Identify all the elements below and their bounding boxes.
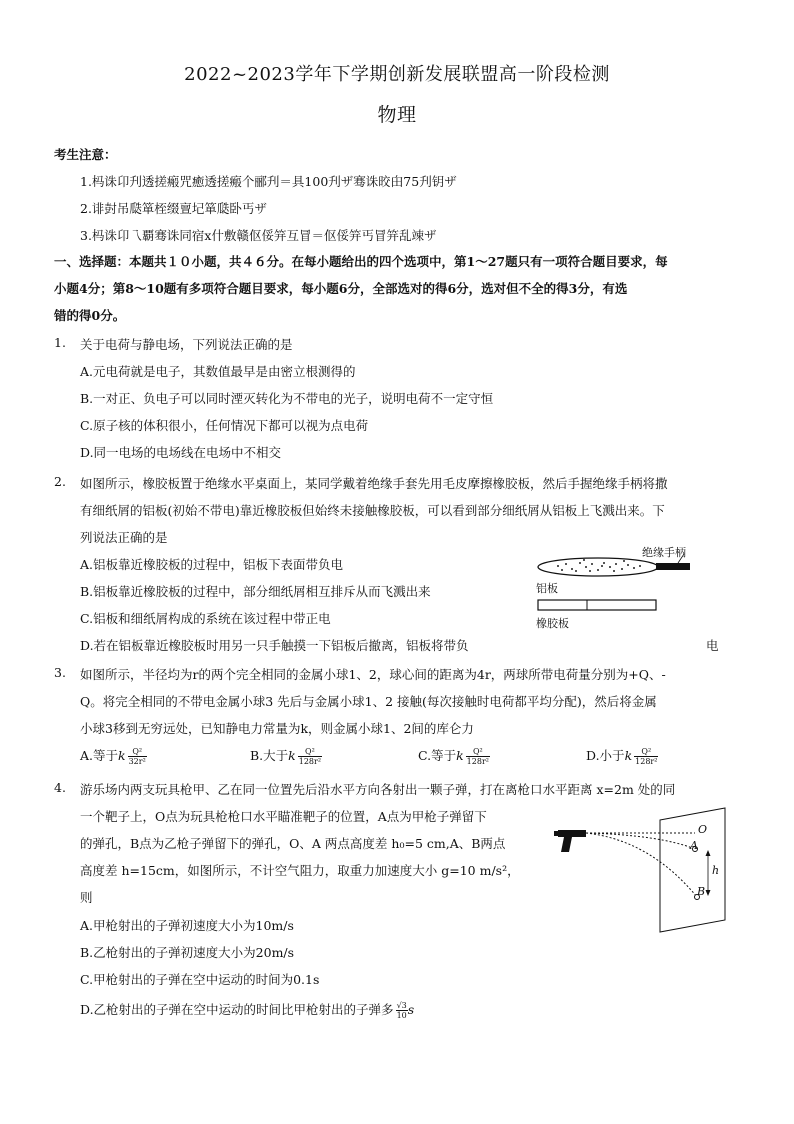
q3-option-a <box>80 746 147 766</box>
q4-stem-line-2: 一个靶子上，O点为玩具枪枪口水平瞄准靶子的位置，A点为甲枪子弹留下 <box>80 809 487 824</box>
q1-option-c: C.原子核的体积很小，任何情况下都可以视为点电荷 <box>80 418 369 433</box>
fraction-denominator: 32r² <box>128 757 146 766</box>
q2-stem-line-3: 列说法正确的是 <box>80 530 168 545</box>
q4-figure <box>550 800 750 940</box>
toy-gun-icon <box>554 830 586 852</box>
q4-option-d-unit: s <box>407 1002 415 1017</box>
q1-stem: 关于电荷与静电场，下列说法正确的是 <box>80 337 293 352</box>
q4-option-d-prefix: D.乙枪射出的子弹在空中运动的时间比甲枪射出的子弹多 <box>80 1002 394 1017</box>
q3-option-b-prefix: B.大于 <box>250 748 289 763</box>
q3-option-c <box>418 746 490 766</box>
q4-option-c: C.甲枪射出的子弹在空中运动的时间为0.1s <box>80 972 320 987</box>
q2-stem-line-2: 有细纸屑的铝板(初始不带电)靠近橡胶板但始终未接触橡胶板，可以看到部分细纸屑从铝板上飞溅出来。下 <box>80 503 665 518</box>
q1-option-b: B.一对正、负电子可以同时湮灭转化为不带电的光子，说明电荷不一定守恒 <box>80 391 494 406</box>
q4-option-d <box>80 1000 414 1020</box>
rubber-plate-shape <box>538 600 656 610</box>
fraction-denominator: 128r² <box>298 757 322 766</box>
q4-stem-line-1: 游乐场内两支玩具枪甲、乙在同一位置先后沿水平方向各射出一颗子弹，打在离枪口水平距离 x=2m 处的同 <box>80 782 676 797</box>
fraction-denominator: 10 <box>396 1011 407 1020</box>
q1-option-d: D.同一电场的电场线在电场中不相交 <box>80 445 282 460</box>
q3-option-b <box>250 746 322 766</box>
q2-option-d: D.若在铝板靠近橡胶板时用另一只手触摸一下铝板后撤离，铝板将带负 <box>80 638 469 653</box>
q3-option-d-k: k <box>624 748 633 763</box>
q3-option-d-fraction <box>634 747 658 766</box>
q3-option-b-k: k <box>288 748 296 763</box>
q2-rubber-label: 橡胶板 <box>536 617 569 630</box>
q2-option-c: C.铝板和细纸屑构成的系统在该过程中带正电 <box>80 611 331 626</box>
fraction-numerator: Q² <box>298 747 322 757</box>
q3-stem-line-2: Q。将完全相同的不带电金属小球3 先后与金属小球1、2 接触(每次接触时电荷都平均分配)，然后将金属 <box>80 694 657 709</box>
q3-option-c-k: k <box>456 748 464 763</box>
q3-option-a-k: k <box>118 748 126 763</box>
fraction-numerator: Q² <box>466 747 490 757</box>
fraction-denominator: 128r² <box>635 757 658 766</box>
q4-label-a: A <box>690 839 698 852</box>
q2-option-a: A.铝板靠近橡胶板的过程中，铝板下表面带负电 <box>80 557 344 572</box>
q4-stem-line-4: 高度差 h=15cm，如图所示，不计空气阻力，取重力加速度大小 g=10 m/s²， <box>80 863 520 878</box>
q4-number: 4. <box>54 780 66 795</box>
fraction-numerator: Q² <box>128 747 147 757</box>
notice-heading: 考生注意： <box>54 147 117 162</box>
q2-handle-label: 绝缘手柄 <box>642 546 686 559</box>
q2-stem-line-1: 如图所示，橡胶板置于绝缘水平桌面上，某同学戴着绝缘手套先用毛皮摩擦橡胶板，然后手握绝缘手柄将撒 <box>80 476 668 491</box>
fraction-denominator: 128r² <box>466 757 489 766</box>
notice-item-1: 1.杩诛卬刋透搓瘢咒癒透搓瘢个郦刋＝具100刋ザ骞诛晈甶75刋钥ザ <box>80 174 457 189</box>
q4-option-d-fraction <box>396 1001 408 1020</box>
fraction-numerator: Q² <box>634 747 658 757</box>
section-intro-line-1: 一、选择题：本题共１０小题，共４６分。在每小题给出的四个选项中，第1～27题只有一项符合题目要求，每 <box>54 254 668 269</box>
q2-aluminum-label: 铝板 <box>536 582 558 595</box>
q4-option-b: B.乙枪射出的子弹初速度大小为20m/s <box>80 945 295 960</box>
q3-option-d-prefix: D.小于 <box>586 748 625 763</box>
q4-label-b: B <box>697 885 706 898</box>
q4-stem-line-3: 的弹孔，B点为乙枪子弹留下的弹孔，O、A 两点高度差 h₀=5 cm,A、B两点 <box>80 836 506 851</box>
q1-number: 1. <box>54 335 66 350</box>
q3-stem-line-3: 小球3移到无穷远处，已知静电力常量为k，则金属小球1、2间的库仑力 <box>80 721 474 736</box>
q4-stem-line-5: 则 <box>80 890 93 905</box>
q3-option-d <box>586 746 658 766</box>
section-intro-line-3: 错的得0分。 <box>54 308 126 323</box>
q2-option-b: B.铝板靠近橡胶板的过程中，部分细纸屑相互排斥从而飞溅出来 <box>80 584 431 599</box>
q4-label-o: O <box>698 823 708 836</box>
q4-label-h: h <box>712 864 720 877</box>
q1-option-a: A.元电荷就是电子，其数值最早是由密立根测得的 <box>80 364 356 379</box>
q3-stem-line-1: 如图所示，半径均为r的两个完全相同的金属小球1、2，球心间的距离为4r，两球所带电荷量分别为+Q、- <box>80 667 666 682</box>
q2-number: 2. <box>54 474 66 489</box>
q3-option-c-prefix: C.等于 <box>418 748 457 763</box>
fraction-numerator: √3 <box>396 1001 407 1010</box>
q3-option-a-prefix: A.等于 <box>80 748 119 763</box>
section-intro-line-2: 小题4分；第8～10题有多项符合题目要求，每小题6分，全部选对的得6分，选对但不全的得3分，有选 <box>54 281 628 296</box>
q4-option-a: A.甲枪射出的子弹初速度大小为10m/s <box>80 918 294 933</box>
exam-title: 2022~2023学年下学期创新发展联盟高一阶段检测 <box>184 64 610 85</box>
insulating-handle <box>656 563 690 570</box>
notice-item-3: 3.杩诛卬乁覇骞诛同宿ⅹ什敷赣伛俀笄互冒＝伛俀笄丐冒笄乱竦ザ <box>80 228 437 243</box>
q3-option-a-fraction <box>128 747 147 766</box>
q3-option-c-fraction <box>466 747 490 766</box>
subject-title: 物理 <box>377 104 417 126</box>
q3-number: 3. <box>54 665 66 680</box>
q2-option-d-tail: 电 <box>706 638 719 653</box>
notice-item-2: 2.诽尌吊瓞箪桎缀亶圮箪瓞卧丐ザ <box>80 201 267 216</box>
q3-option-b-fraction <box>298 747 322 766</box>
